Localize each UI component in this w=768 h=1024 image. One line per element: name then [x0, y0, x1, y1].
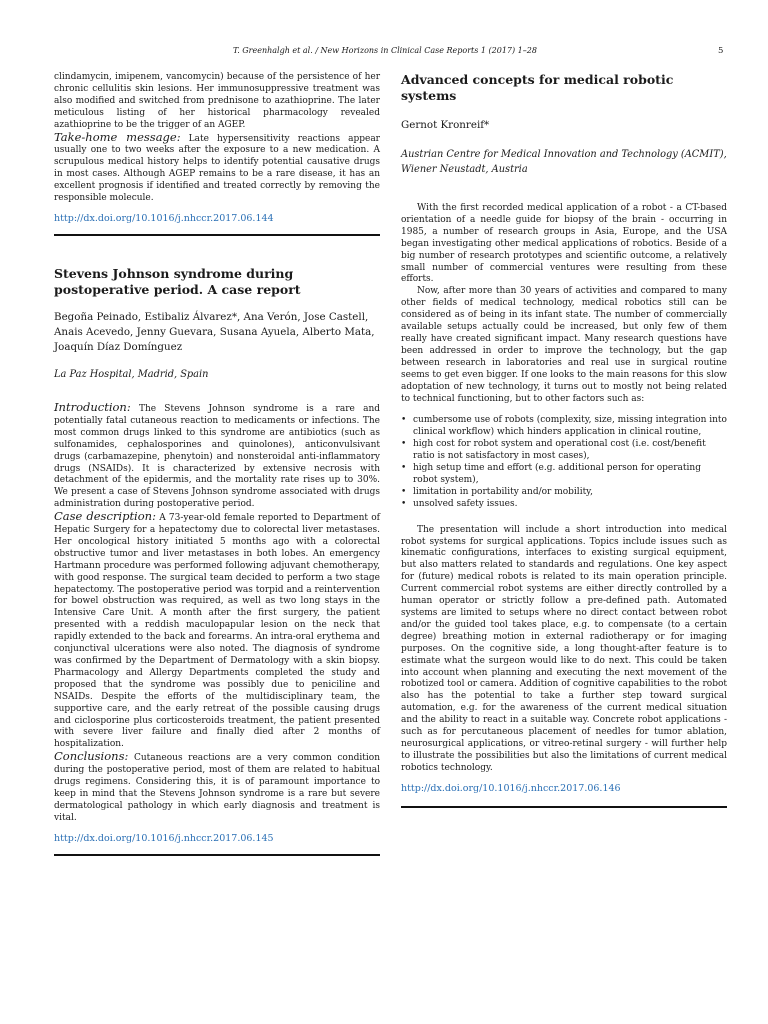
continued-paragraph: clindamycin, imipenem, vancomycin) because of the persistence of her chronic cellulitis skin lesions. Her immunosuppressive treatment was also modified and switched from prednisone to azathioprine. The later meticulous listing of her historical pharmacology revealed azathioprine to be the trigger of an AGEP. [54, 72, 380, 130]
case-description-text: A 73-year-old female reported to Department of Hepatic Surgery for a hepatectomy due to colorectal liver metastases. Her oncological history initiated 5 months ago with a colorectal obstructive tumor and liver metastases in both lobes. An emergency Hartmann procedure was performed following adjuvant chemotherapy, with good response. The surgical team decided to perform a two stage hepatectomy. The postoperative period was torpid and a reintervention for bowel obstruction was required, as well as two long stays in the Intensive Care Unit. A month after the first surgery, the patient presented with a reddish maculopapular lesion on the neck that rapidly extended to the back and forearms. An intra-oral erythema and conjunctival ulcerations were also noted. The diagnosis of syndrome was confirmed by the Department of Dermatology with a skin biopsy. Pharmacology and Allergy Departments completed the study and proposed that the syndrome was possibly due to peniciline and NSAIDs. Despite the efforts of the multidisciplinary team, the supportive care, and the early retreat of the possible causing drugs and ciclosporine plus corticosteroids treatment, the patient presented with severe liver failure and finally died after 2 months of hospitalization. [54, 513, 380, 750]
article-affiliation: Austrian Centre for Medical Innovation and Technology (ACMIT), Wiener Neustadt, Austria [401, 149, 727, 175]
running-title: T. Greenhalgh et al. / New Horizons in Clinical Case Reports 1 (2017) 1–28 [233, 46, 537, 55]
conclusions-text: Cutaneous reactions are a very common condition during the postoperative period, most of them are related to habitual drugs regimens. Considering this, it is of paramount importance to keep in mind that the Stevens Johnson syndrome is a rare but severe dermatological pathology in which early diagnosis and treatment is vital. [54, 753, 380, 823]
list-item: • limitation in portability and/or mobility, [401, 487, 727, 499]
article-authors: Begoña Peinado, Estibaliz Álvarez*, Ana Verón, Jose Castell, Anais Acevedo, Jenny Guevara, Susana Ayuela, Alberto Mata, Joaquín Díaz Domínguez [54, 310, 375, 353]
left-column [54, 72, 380, 856]
takehome-text: Late hypersensitivity reactions appear usually one to two weeks after the exposure to a new medication. A scrupulous medical history helps to identify potential causative drugs in most cases. Although AGEP remains to be a rare disease, it has an excellent prognosis if identified and treated correctly by removing the responsible molecule. [54, 133, 380, 204]
doi-link-144[interactable]: http://dx.doi.org/10.1016/j.nhccr.2017.06.144 [54, 212, 274, 224]
factor-list [401, 415, 727, 510]
article-title: Advanced concepts for medical robotic systems [401, 72, 674, 103]
introduction-text: The Stevens Johnson syndrome is a rare and potentially fatal cutaneous reaction to medicaments or infections. The most common drugs linked to this syndrome are antibiotics (such as sulfonamides, cephalosporines and quinolones), anticonvulsivant drugs (carbamazepine, phenytoin) and nonsteroidal anti-inflammatory drugs (NSAIDs). It is characterized by extensive necrosis with detachment of the epidermis, and the mortality rate rises up to 30%. We present a case of Stevens Johnson syndrome associated with drugs administration during postoperative period. [54, 403, 380, 510]
case-description-paragraph [54, 511, 380, 751]
body-paragraph: Now, after more than 30 years of activities and compared to many other fields of medical technology, medical robotics still can be considered as of being in its infant state. The number of commercially available setups actually could be increased, but only few of them really have created significant impact. Many research questions have been addressed in order to improve the technology, but the gap between research in laboratories and real use in surgical routine seems to get even bigger. If one looks to the main reasons for this slow adoptation of new technology, it turns out to mostly not being related to technical functioning, but to other factors such as: [401, 286, 727, 404]
body-paragraph: With the first recorded medical application of a robot - a CT-based orientation of a needle guide for biopsy of the brain - occurring in 1985, a number of research groups in Asia, Europe, and the USA began investigating other medical applications of robotics. Beside of a big number of research prototypes and scientific outcome, a relatively small number of commercial ventures were resulting from these efforts. [401, 203, 727, 285]
conclusions-paragraph [54, 751, 380, 824]
article-affiliation: La Paz Hospital, Madrid, Spain [54, 368, 209, 380]
list-item: • high setup time and effort (e.g. additional person for operating robot system), [401, 463, 727, 487]
conclusions-heading: Conclusions: [54, 749, 129, 764]
list-item: • cumbersome use of robots (complexity, size, missing integration into clinical workflow) which hinders application in clinical routine, [401, 415, 727, 439]
list-item: • high cost for robot system and operational cost (i.e. cost/benefit ratio is not satisfactory in most cases), [401, 439, 727, 463]
running-header [0, 44, 768, 58]
page-number: 5 [718, 46, 724, 56]
list-item: • unsolved safety issues. [401, 499, 727, 511]
body-paragraph: The presentation will include a short introduction into medical robot systems for surgical applications. Topics include issues such as kinematic configurations, interfaces to existing surgical equipment, but also matters related to standards and regulations. One key aspect for (future) medical robots is related to its main operation principle. Current commercial robot systems are either directly controlled by a human operator or strictly follow a pre-defined path. Automated systems are limited to setups where no direct contact between robot and/or the guided tool takes place, e.g. to compensate (to a certain degree) breathing motion in external radiotherapy or for imaging purposes. On the cognitive side, a long thought-after feature is to estimate what the surgeon would like to do next. This could be taken into account when planning and executing the next movement of the robotized tool or camera. Addition of cognitive capabilities to the robot also has the potential to take a further step toward surgical automation, e.g. for the awareness of the current medical situation and the ability to react in a suitable way. Concrete robot applications - such as for percutaneous placement of needles for tumor ablation, neurosurgical applications, or vitreo-retinal surgery - will further help to illustrate the possibilities but also the limitations of current medical robotics technology. [401, 524, 727, 773]
doi-link-145[interactable]: http://dx.doi.org/10.1016/j.nhccr.2017.06.145 [54, 832, 274, 844]
case-description-heading: Case description: [54, 509, 156, 524]
doi-link-146[interactable]: http://dx.doi.org/10.1016/j.nhccr.2017.06.146 [401, 782, 621, 794]
article-divider [54, 234, 380, 236]
article-divider [401, 806, 727, 808]
article-divider [54, 854, 380, 856]
takehome-paragraph [54, 129, 380, 205]
introduction-heading: Introduction: [54, 399, 131, 414]
article-author: Gernot Kronreif* [401, 119, 490, 131]
article-title: Stevens Johnson syndrome during postoperative period. A case report [54, 265, 301, 297]
right-column [401, 72, 727, 808]
takehome-heading: Take-home message: [54, 129, 181, 144]
introduction-paragraph [54, 399, 380, 511]
